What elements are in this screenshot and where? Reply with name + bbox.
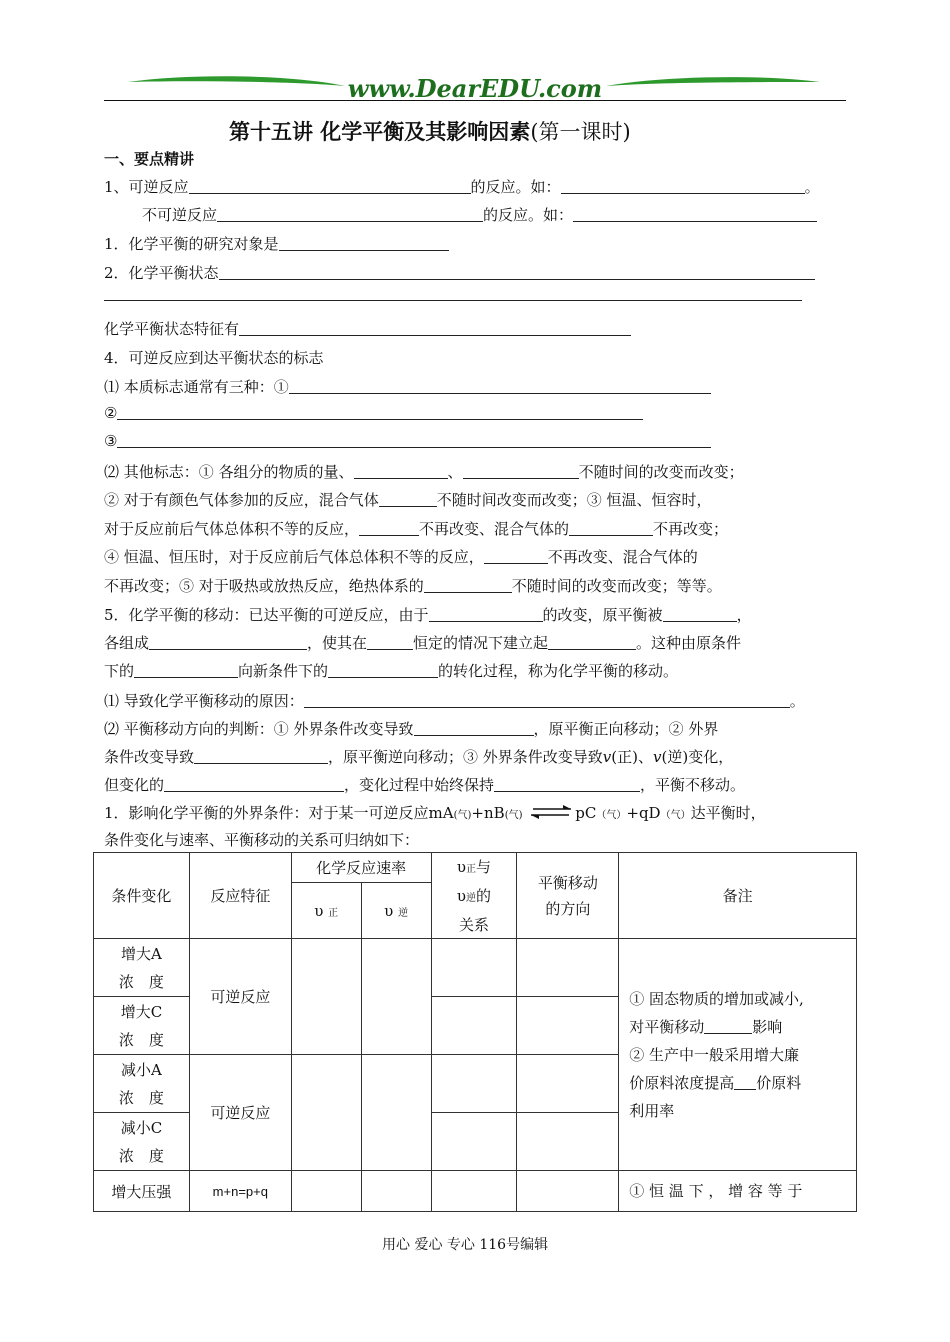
line-direction-2: 条件改变导致 ，原平衡逆向移动；③ 外界条件改变导致v(正)、v(逆)变化，	[104, 748, 734, 766]
logo-right-swoosh	[606, 77, 820, 86]
cell-note-pressure: ① 恒 温 下 ， 增 容 等 于	[619, 1171, 857, 1212]
line-signs-heading: 4．可逆反应到达平衡状态的标志	[104, 349, 324, 367]
line-shift-cause: ⑴ 导致化学平衡移动的原因： 。	[104, 692, 805, 710]
logo-text: www.DearEDU.com	[347, 74, 603, 103]
th-v-forward: υ 正	[291, 883, 361, 939]
th-condition: 条件变化	[94, 853, 190, 939]
cell-condition: 增大压强	[94, 1171, 190, 1212]
page-title: 第十五讲 化学平衡及其影响因素(第一课时)	[229, 119, 631, 144]
equilibrium-arrows-icon	[529, 805, 573, 819]
th-note: 备注	[619, 853, 857, 939]
th-rate: 化学反应速率	[291, 853, 431, 883]
cell-feature: 可逆反应	[189, 1055, 291, 1171]
line-colored-gas: ② 对于有颜色气体参加的反应，混合气体 不随时间改变而改变；③ 恒温、恒容时，	[104, 491, 712, 509]
line-external-conditions: 1．影响化学平衡的外界条件：对于某一可逆反应mA(气)+nB(气) pC（气）+qD（气）达平衡时，	[104, 804, 766, 822]
cell-condition: 增大C 浓 度	[94, 997, 190, 1055]
line-equilibrium-state: 2．化学平衡状态	[104, 262, 815, 283]
line-sign-2: ②	[104, 404, 643, 422]
line-adiabatic: 不再改变；⑤ 对于吸热或放热反应，绝热体系的 不随时间的改变而改变；等等。	[104, 577, 722, 595]
logo-left-swoosh	[128, 76, 345, 86]
line-table-intro: 条件变化与速率、平衡移动的关系可归纳如下：	[104, 831, 420, 849]
cell-note-concentration: ① 固态物质的增加或减小, 对平衡移动 影响 ② 生产中一般采用增大廉 价原料浓度提高 价原料 利用率	[619, 939, 857, 1171]
line-features: 化学平衡状态特征有	[104, 318, 631, 339]
line-reversible: 1、可逆反应 的反应。如： 。	[104, 178, 820, 196]
th-relation: υ正与 υ逆的 关系	[431, 853, 517, 939]
line-shift-definition: 5．化学平衡的移动：已达平衡的可逆反应，由于 的改变，原平衡被 ，	[104, 606, 752, 624]
line-constant-pressure: ④ 恒温、恒压时，对于反应前后气体总体积不等的反应， 不再改变、混合气体的	[104, 548, 698, 566]
cell-feature: m+n=p+q	[189, 1171, 291, 1212]
th-direction: 平衡移动 的方向	[517, 853, 619, 939]
table-row	[94, 939, 857, 997]
header-rule	[104, 100, 846, 101]
page-footer: 用心 爱心 专心 116号编辑	[382, 1237, 549, 1253]
table-row	[94, 1171, 857, 1212]
site-logo	[0, 70, 950, 104]
line-irreversible: 不可逆反应 的反应。如：	[142, 204, 817, 225]
line-constant-volume: 对于反应前后气体总体积不等的反应， 不再改变、混合气体的 不再改变；	[104, 520, 729, 538]
cell-condition: 减小C 浓 度	[94, 1113, 190, 1171]
line-other-signs: ⑵ 其他标志：① 各组分的物质的量、 、 不随时间的改变而改变；	[104, 463, 744, 481]
line-shift-definition-2: 各组成 ，使其在 恒定的情况下建立起 。这种由原条件	[104, 634, 742, 652]
line-shift-definition-3: 下的 向新条件下的 的转化过程，称为化学平衡的移动。	[104, 662, 679, 680]
blank-rule	[104, 300, 802, 301]
cell-condition: 减小A 浓 度	[94, 1055, 190, 1113]
line-essential-signs: ⑴ 本质标志通常有三种：①	[104, 376, 711, 397]
section-heading: 一、要点精讲	[104, 150, 195, 168]
conditions-table	[93, 852, 857, 1212]
line-direction-3: 但变化的 ，变化过程中始终保持 ，平衡不移动。	[104, 776, 746, 794]
line-research-object: 1．化学平衡的研究对象是	[104, 233, 449, 254]
cell-feature: 可逆反应	[189, 939, 291, 1055]
line-direction-1: ⑵ 平衡移动方向的判断：① 外界条件改变导致 ，原平衡正向移动；② 外界	[104, 720, 719, 738]
cell-condition: 增大A 浓 度	[94, 939, 190, 997]
th-v-reverse: υ 逆	[361, 883, 431, 939]
th-feature: 反应特征	[189, 853, 291, 939]
line-sign-3: ③	[104, 432, 711, 450]
